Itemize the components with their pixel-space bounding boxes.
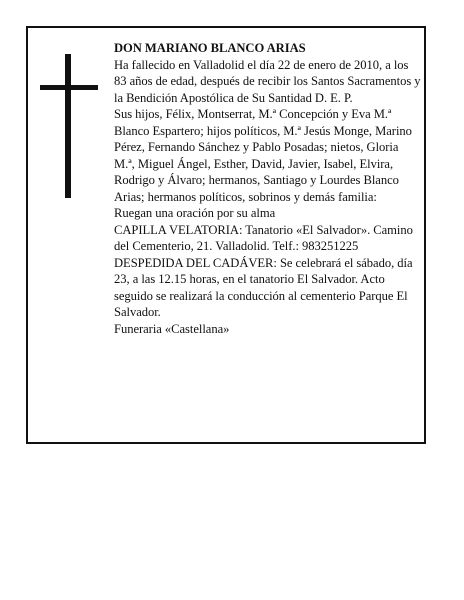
prayer-request: Ruegan una oración por su alma <box>114 206 276 220</box>
notice-text <box>114 40 422 337</box>
death-announcement: Ha fallecido en Valladolid el día 22 de enero de 2010, a los 83 años de edad, después de recibir los Santos Sacramentos y la Bendición Apostólica de Su Santidad D. E. P. <box>114 57 421 105</box>
deceased-name: DON MARIANO BLANCO ARIAS <box>114 41 306 55</box>
farewell-info: DESPEDIDA DEL CADÁVER: Se celebrará el sábado, día 23, a las 12.15 horas, en el tanatorio El Salvador. Acto seguido se realizará la conducción al cementerio Parque El Salvador. <box>114 255 413 319</box>
cross-icon <box>40 54 98 198</box>
cross-horizontal-bar <box>40 85 98 90</box>
cross-vertical-bar <box>65 54 71 198</box>
obituary-notice <box>26 26 426 444</box>
wake-chapel-info: CAPILLA VELATORIA: Tanatorio «El Salvador». Camino del Cementerio, 21. Valladolid. Telf.: 983251225 <box>114 222 413 253</box>
family-list: Sus hijos, Félix, Montserrat, M.ª Concepción y Eva M.ª Blanco Espartero; hijos políticos, M.ª Jesús Monge, Marino Pérez, Fernando Sánchez y Pablo Posadas; nietos, Gloria M.ª, Miguel Ángel, Esther, David, Javier, Isabel, Elvira, Rodrigo y Álvaro; hermanos, Santiago y Lourdes Blanco Arias; hermanos políticos, sobrinos y demás familia: <box>114 107 412 204</box>
funeral-home: Funeraria «Castellana» <box>114 321 230 336</box>
